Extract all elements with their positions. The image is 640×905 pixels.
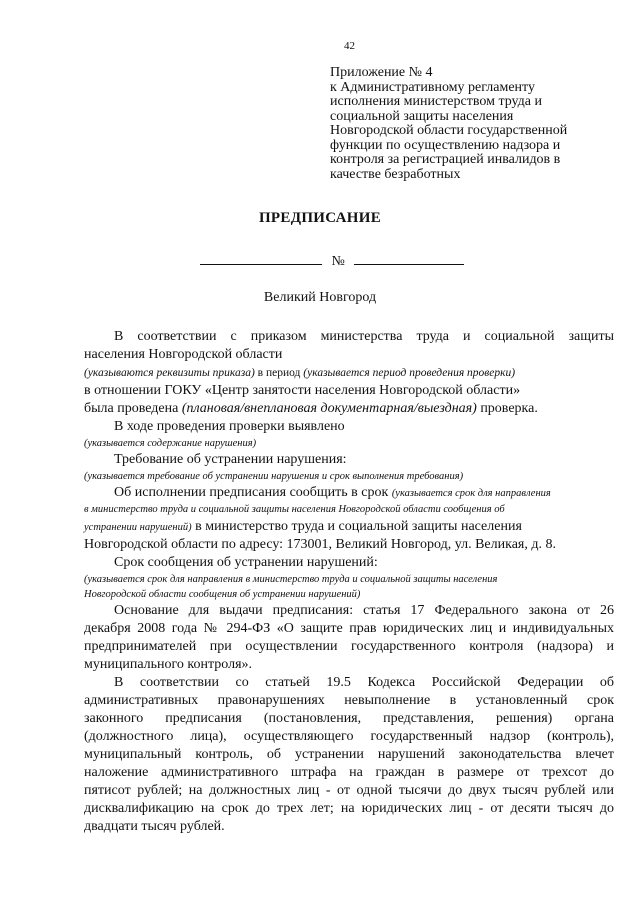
number-sign: №	[331, 254, 345, 269]
text-line: двадцати тысяч рублей.	[84, 819, 225, 834]
placeholder-note: (указывается содержание нарушения)	[84, 438, 257, 449]
text-line	[84, 518, 614, 536]
appendix-line: Новгородской области государственной	[330, 123, 568, 138]
text-line: В соответствии с приказом министерства труда и социальной защиты	[114, 329, 614, 344]
appendix-line: контроля за регистрацией инвалидов в	[330, 152, 561, 167]
placeholder-note: в министерство труда и социальной защиты населения Новгородской области сообщения об	[84, 504, 505, 515]
appendix-line: к Административному регламенту	[330, 79, 535, 95]
appendix-header	[330, 66, 615, 182]
text-line: законного предписания (постановления, представления, решения) органа	[84, 711, 614, 726]
text-line: В соответствии со статьей 19.5 Кодекса Российской Федерации об	[114, 675, 614, 690]
text-line: административных правонарушениях невыполнение в установленный срок	[84, 693, 614, 708]
placeholder-note: (указывается требование об устранении нарушения и срок выполнения требования)	[84, 471, 464, 482]
text-line: Требование об устранении нарушения:	[114, 452, 347, 467]
appendix-line: социальной защиты населения	[330, 108, 514, 124]
text-line: дисквалификацию на срок до трех лет; на юридических лиц - от десяти тысяч до	[84, 801, 614, 816]
text-span: в министерство труда и социальной защиты населения	[195, 519, 522, 534]
text-span: была проведена	[84, 401, 179, 416]
text-line: пятисот рублей; на должностных лиц - от одной тысячи до двух тысяч рублей или	[84, 783, 614, 798]
appendix-line: функции по осуществлению надзора и	[330, 137, 561, 153]
appendix-line: качестве безработных	[330, 166, 461, 182]
text-line	[84, 484, 614, 502]
appendix-line: Приложение № 4	[330, 65, 433, 80]
placeholder-note: (указывается период проведения проверки)	[303, 367, 516, 379]
placeholder-note: (плановая/внеплановая документарная/выездная)	[181, 401, 477, 416]
text-line: В ходе проведения проверки выявлено	[114, 419, 345, 434]
city: Великий Новгород	[263, 290, 377, 305]
placeholder-note: (указываются реквизиты приказа)	[84, 367, 255, 379]
text-line: в отношении ГОКУ «Центр занятости населения Новгородской области»	[84, 383, 521, 398]
text-line: Основание для выдачи предписания: статья 17 Федерального закона от 26	[114, 603, 614, 618]
document-title: ПРЕДПИСАНИЕ	[258, 210, 382, 226]
text-line: Срок сообщения об устранении нарушений:	[114, 555, 378, 570]
text-line: наложение административного штрафа на граждан в размере от трехсот до	[84, 765, 614, 780]
document-number-line	[200, 252, 464, 270]
text-line: муниципальный контроль, об устранении нарушений законодательства влечет	[84, 747, 614, 762]
text-span: проверка.	[480, 401, 538, 416]
text-line: декабря 2008 года № 294-ФЗ «О защите прав юридических лиц и индивидуальных	[84, 621, 614, 636]
text-line: предпринимателей при осуществлении государственного контроля (надзора) и	[84, 639, 614, 654]
appendix-line: исполнения министерством труда и	[330, 94, 543, 109]
text-span: в период	[257, 367, 301, 379]
placeholder-note: (указывается срок для направления	[391, 488, 551, 499]
text-line: Новгородской области по адресу: 173001, Великий Новгород, ул. Великая, д. 8.	[84, 537, 556, 552]
document-body	[84, 328, 614, 836]
page-number: 42	[344, 40, 355, 52]
text-line: (должностного лица), осуществляющего государственный надзор (контроль),	[84, 729, 614, 744]
placeholder-note: (указывается срок для направления в министерство труда и социальной защиты населения	[84, 574, 498, 585]
text-line: населения Новгородской области	[84, 347, 283, 362]
text-line: муниципального контроля».	[84, 657, 253, 672]
date-blank	[200, 252, 322, 265]
text-span: Об исполнении предписания сообщить в срок	[114, 485, 389, 500]
placeholder-note: Новгородской области сообщения об устранении нарушений)	[84, 589, 361, 600]
text-line	[84, 364, 614, 382]
placeholder-note: устранении нарушений)	[84, 522, 192, 533]
text-line	[84, 400, 614, 418]
number-blank	[354, 252, 464, 265]
